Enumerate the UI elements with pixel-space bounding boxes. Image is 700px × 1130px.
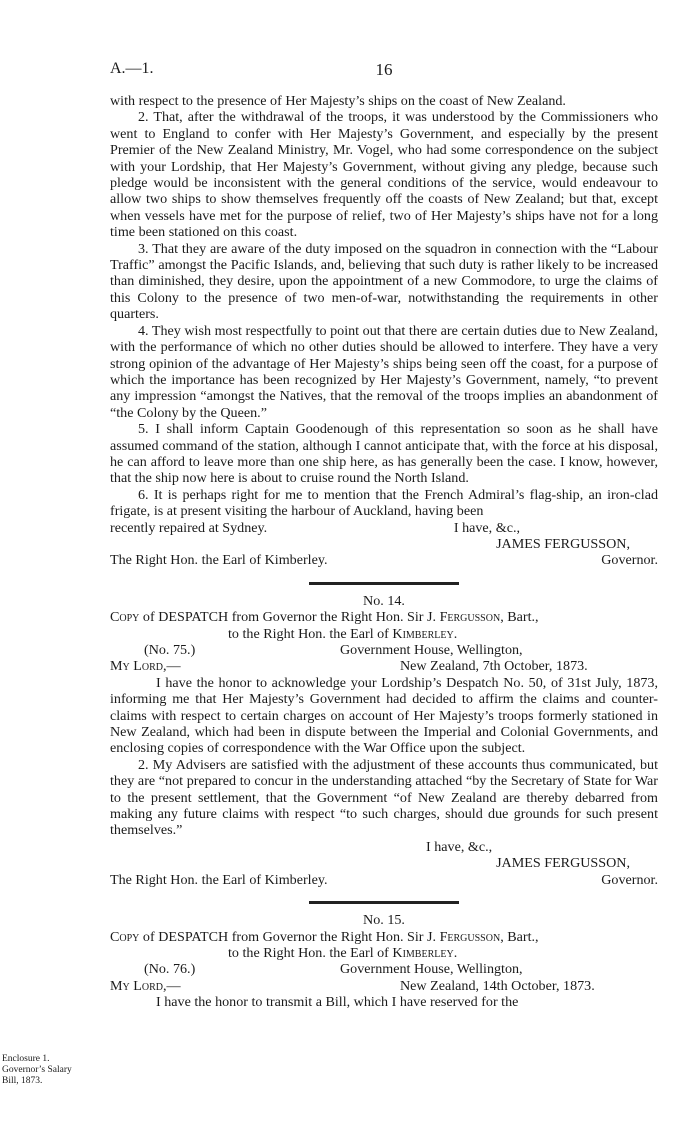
despatch-number-ref: (No. 76.) <box>144 961 196 978</box>
document-reference: A.—1. <box>110 60 154 77</box>
paragraph: 3. That they are aware of the duty imposed on the squadron in connection with the “Labour Traffic” amongst the Pacific Islands, and, believing that such duty is rather likely to be increased than diminished, they desire, upon the appointment of a new Commodore, to urge the claims of this Colony to the presence of two men-of-war, notwithstanding the requirements in other quarters. <box>110 240 658 323</box>
paragraph: 6. It is perhaps right for me to mention that the French Admiral’s flag-ship, an iron-clad frigate, is at present visiting the harbour of Auckland, having been <box>110 486 658 520</box>
paragraph: I have the honor to transmit a Bill, which I have reserved for the <box>156 994 519 1011</box>
despatch-number: No. 15. <box>363 912 405 929</box>
despatch-number-ref: (No. 75.) <box>144 642 196 658</box>
paragraph: 4. They wish most respectfully to point out that there are certain duties due to New Zealand, with the performance of which no other duties should be allowed to interfere. They have a very strong opinion of the advantage of Her Majesty’s ships being seen off the coast, for a purpose of which the importance has been recognized by Her Majesty’s Government, namely, “to prevent any impression “amongst the Natives, that the removal of the troops implies an abandonment of “the Colony by the Queen.” <box>110 322 658 421</box>
despatch-date: New Zealand, 7th October, 1873. <box>400 658 588 675</box>
paragraph: I have the honor to acknowledge your Lordship’s Despatch No. 50, of 31st July, 1873, informing me that Her Majesty’s Government had decided to affirm the claims and counter-claims with respect to certain charges on account of Her Majesty’s troops formerly stationed in New Zealand, which had been in dispute between the Imperial and Colonial Governments, and enclosing copies of correspondence with the War Office upon the subject. <box>110 674 658 757</box>
despatch-recipient: to the Right Hon. the Earl of Kimberley. <box>228 944 458 961</box>
despatch-heading: Copy of DESPATCH from Governor the Right Hon. Sir J. Fergusson, Bart., <box>110 928 539 945</box>
despatch-heading: Copy of DESPATCH from Governor the Right Hon. Sir J. Fergusson, Bart., <box>110 609 539 626</box>
despatch-number: No. 14. <box>363 592 405 609</box>
margin-note-line: Enclosure 1. <box>2 1054 50 1064</box>
salutation-line <box>110 978 658 994</box>
despatch-meta-line <box>110 642 658 658</box>
paragraph: 2. My Advisers are satisfied with the adjustment of these accounts thus communicated, but they are “not prepared to concur in the understanding attached “by the Secretary of State for War to the present settlement, that the Government “of New Zealand are thereby debarred from making any future claims with respect “to such charges, should due grounds for such present themselves.” <box>110 756 658 839</box>
document-body <box>110 93 658 1011</box>
enclosure-margin-note <box>2 1054 102 1087</box>
signatory-title: Governor. <box>601 552 658 569</box>
addressee: The Right Hon. the Earl of Kimberley. <box>110 871 328 888</box>
section-divider <box>309 582 459 585</box>
section-divider <box>309 901 459 904</box>
paragraph-end: recently repaired at Sydney. <box>110 519 268 536</box>
margin-note-line: Governor’s Salary <box>2 1065 72 1075</box>
despatch-place: Government House, Wellington, <box>340 961 523 978</box>
page-number: 16 <box>375 60 393 79</box>
closing-line <box>110 520 658 536</box>
despatch-recipient: to the Right Hon. the Earl of Kimberley. <box>228 625 458 642</box>
paragraph: 5. I shall inform Captain Goodenough of this representation so soon as he shall have assumed command of the station, although I cannot anticipate that, with the force at his disposal, he can afford to leave more than one ship here, as has generally been the case. I know, however, that the ship now here is about to cruise round the North Island. <box>110 421 658 487</box>
page-header <box>110 60 658 84</box>
signatory-title: Governor. <box>601 871 658 888</box>
closing-formula: I have, &c., <box>453 519 520 536</box>
addressee-line <box>110 552 658 568</box>
paragraph: 2. That, after the withdrawal of the troops, it was understood by the Commissioners who went to England to confer with Her Majesty’s Government, and especially by the present Premier of the New Zealand Ministry, Mr. Vogel, who had some correspondence on the subject with your Lordship, that Her Majesty’s Government, without giving any pledge, because such pledge would be inconsistent with the general conditions of the service, would endeavour to allow two ships to show themselves frequently off the coasts of New Zealand; but that, except when vessels have met for the purpose of relief, two of Her Majesty’s ships have not for a long time been stationed on this coast. <box>110 109 658 241</box>
addressee: The Right Hon. the Earl of Kimberley. <box>110 552 328 569</box>
margin-note-line: Bill, 1873. <box>2 1076 43 1086</box>
signature: JAMES FERGUSSON, <box>496 855 630 872</box>
despatch-meta-line <box>110 961 658 977</box>
salutation: My Lord,— <box>110 658 181 675</box>
despatch-place: Government House, Wellington, <box>340 642 523 658</box>
despatch-date: New Zealand, 14th October, 1873. <box>400 977 595 994</box>
paragraph: with respect to the presence of Her Majesty’s ships on the coast of New Zealand. <box>110 93 566 109</box>
signature: JAMES FERGUSSON, <box>496 535 630 552</box>
salutation: My Lord,— <box>110 977 181 994</box>
salutation-line <box>110 658 658 674</box>
addressee-line <box>110 872 658 888</box>
closing-formula: I have, &c., <box>426 838 493 855</box>
